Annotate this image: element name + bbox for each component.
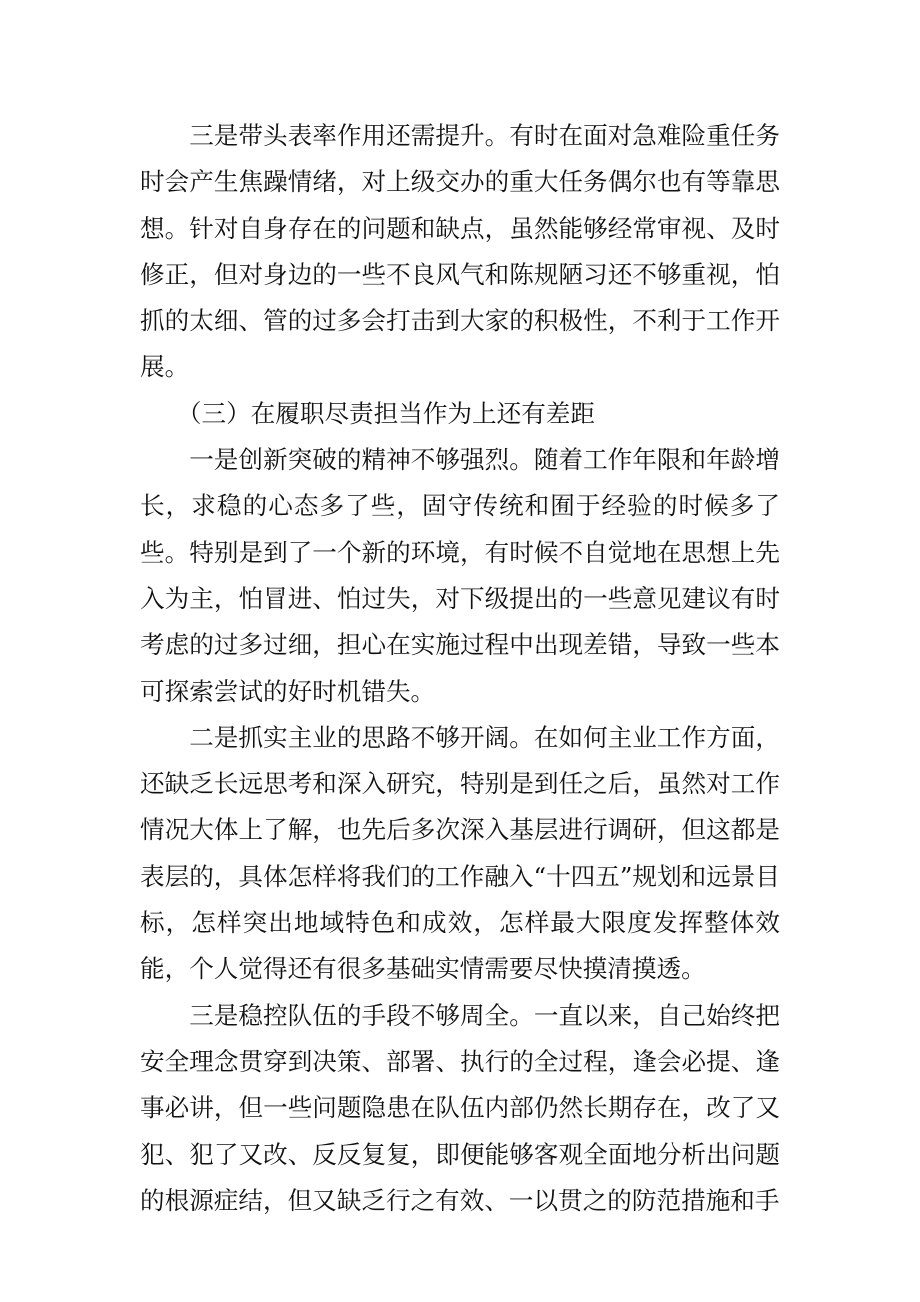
section-heading-duty-gap: （三）在履职尽责担当作为上还有差距 bbox=[176, 398, 595, 428]
paragraph-innovation-spirit: 一是创新突破的精神不够强烈。随着工作年限和年龄增长，求稳的心态多了些，固守传统和囿于经验的时候多了些。特别是到了一个新的环境，有时候不自觉地在思想上先入为主，怕冒进、怕过失，对下级提出的一些意见建议有时考虑的过多过细，担心在实施过程中出现差错，导致一些本可探索尝试的好时机错失。 bbox=[140, 445, 780, 706]
paragraph-main-business: 二是抓实主业的思路不够开阔。在如何主业工作方面，还缺乏长远思考和深入研究，特别是到任之后，虽然对工作情况大体上了解，也先后多次深入基层进行调研，但这都是表层的，具体怎样将我们的工作融入“十四五”规划和远景目标，怎样突出地域特色和成效，怎样最大限度发挥整体效能，个人觉得还有很多基础实情需要尽快摸清摸透。 bbox=[140, 722, 780, 984]
paragraph-leadership-role: 三是带头表率作用还需提升。有时在面对急难险重任务时会产生焦躁情绪，对上级交办的重大任务偶尔也有等靠思想。针对自身存在的问题和缺点，虽然能够经常审视、及时修正，但对身边的一些不良风气和陈规陋习还不够重视，怕抓的太细、管的过多会打击到大家的积极性，不利于工作开展。 bbox=[140, 121, 780, 382]
document-body bbox=[140, 113, 780, 1224]
paragraph-team-stability: 三是稳控队伍的手段不够周全。一直以来，自己始终把安全理念贯穿到决策、部署、执行的全过程，逢会必提、逢事必讲，但一些问题隐患在队伍内部仍然长期存在，改了又犯、犯了又改、反反复复，即便能够客观全面地分析出问题的根源症结，但又缺乏行之有效、一以贯之的防范措施和手 bbox=[140, 1000, 780, 1215]
